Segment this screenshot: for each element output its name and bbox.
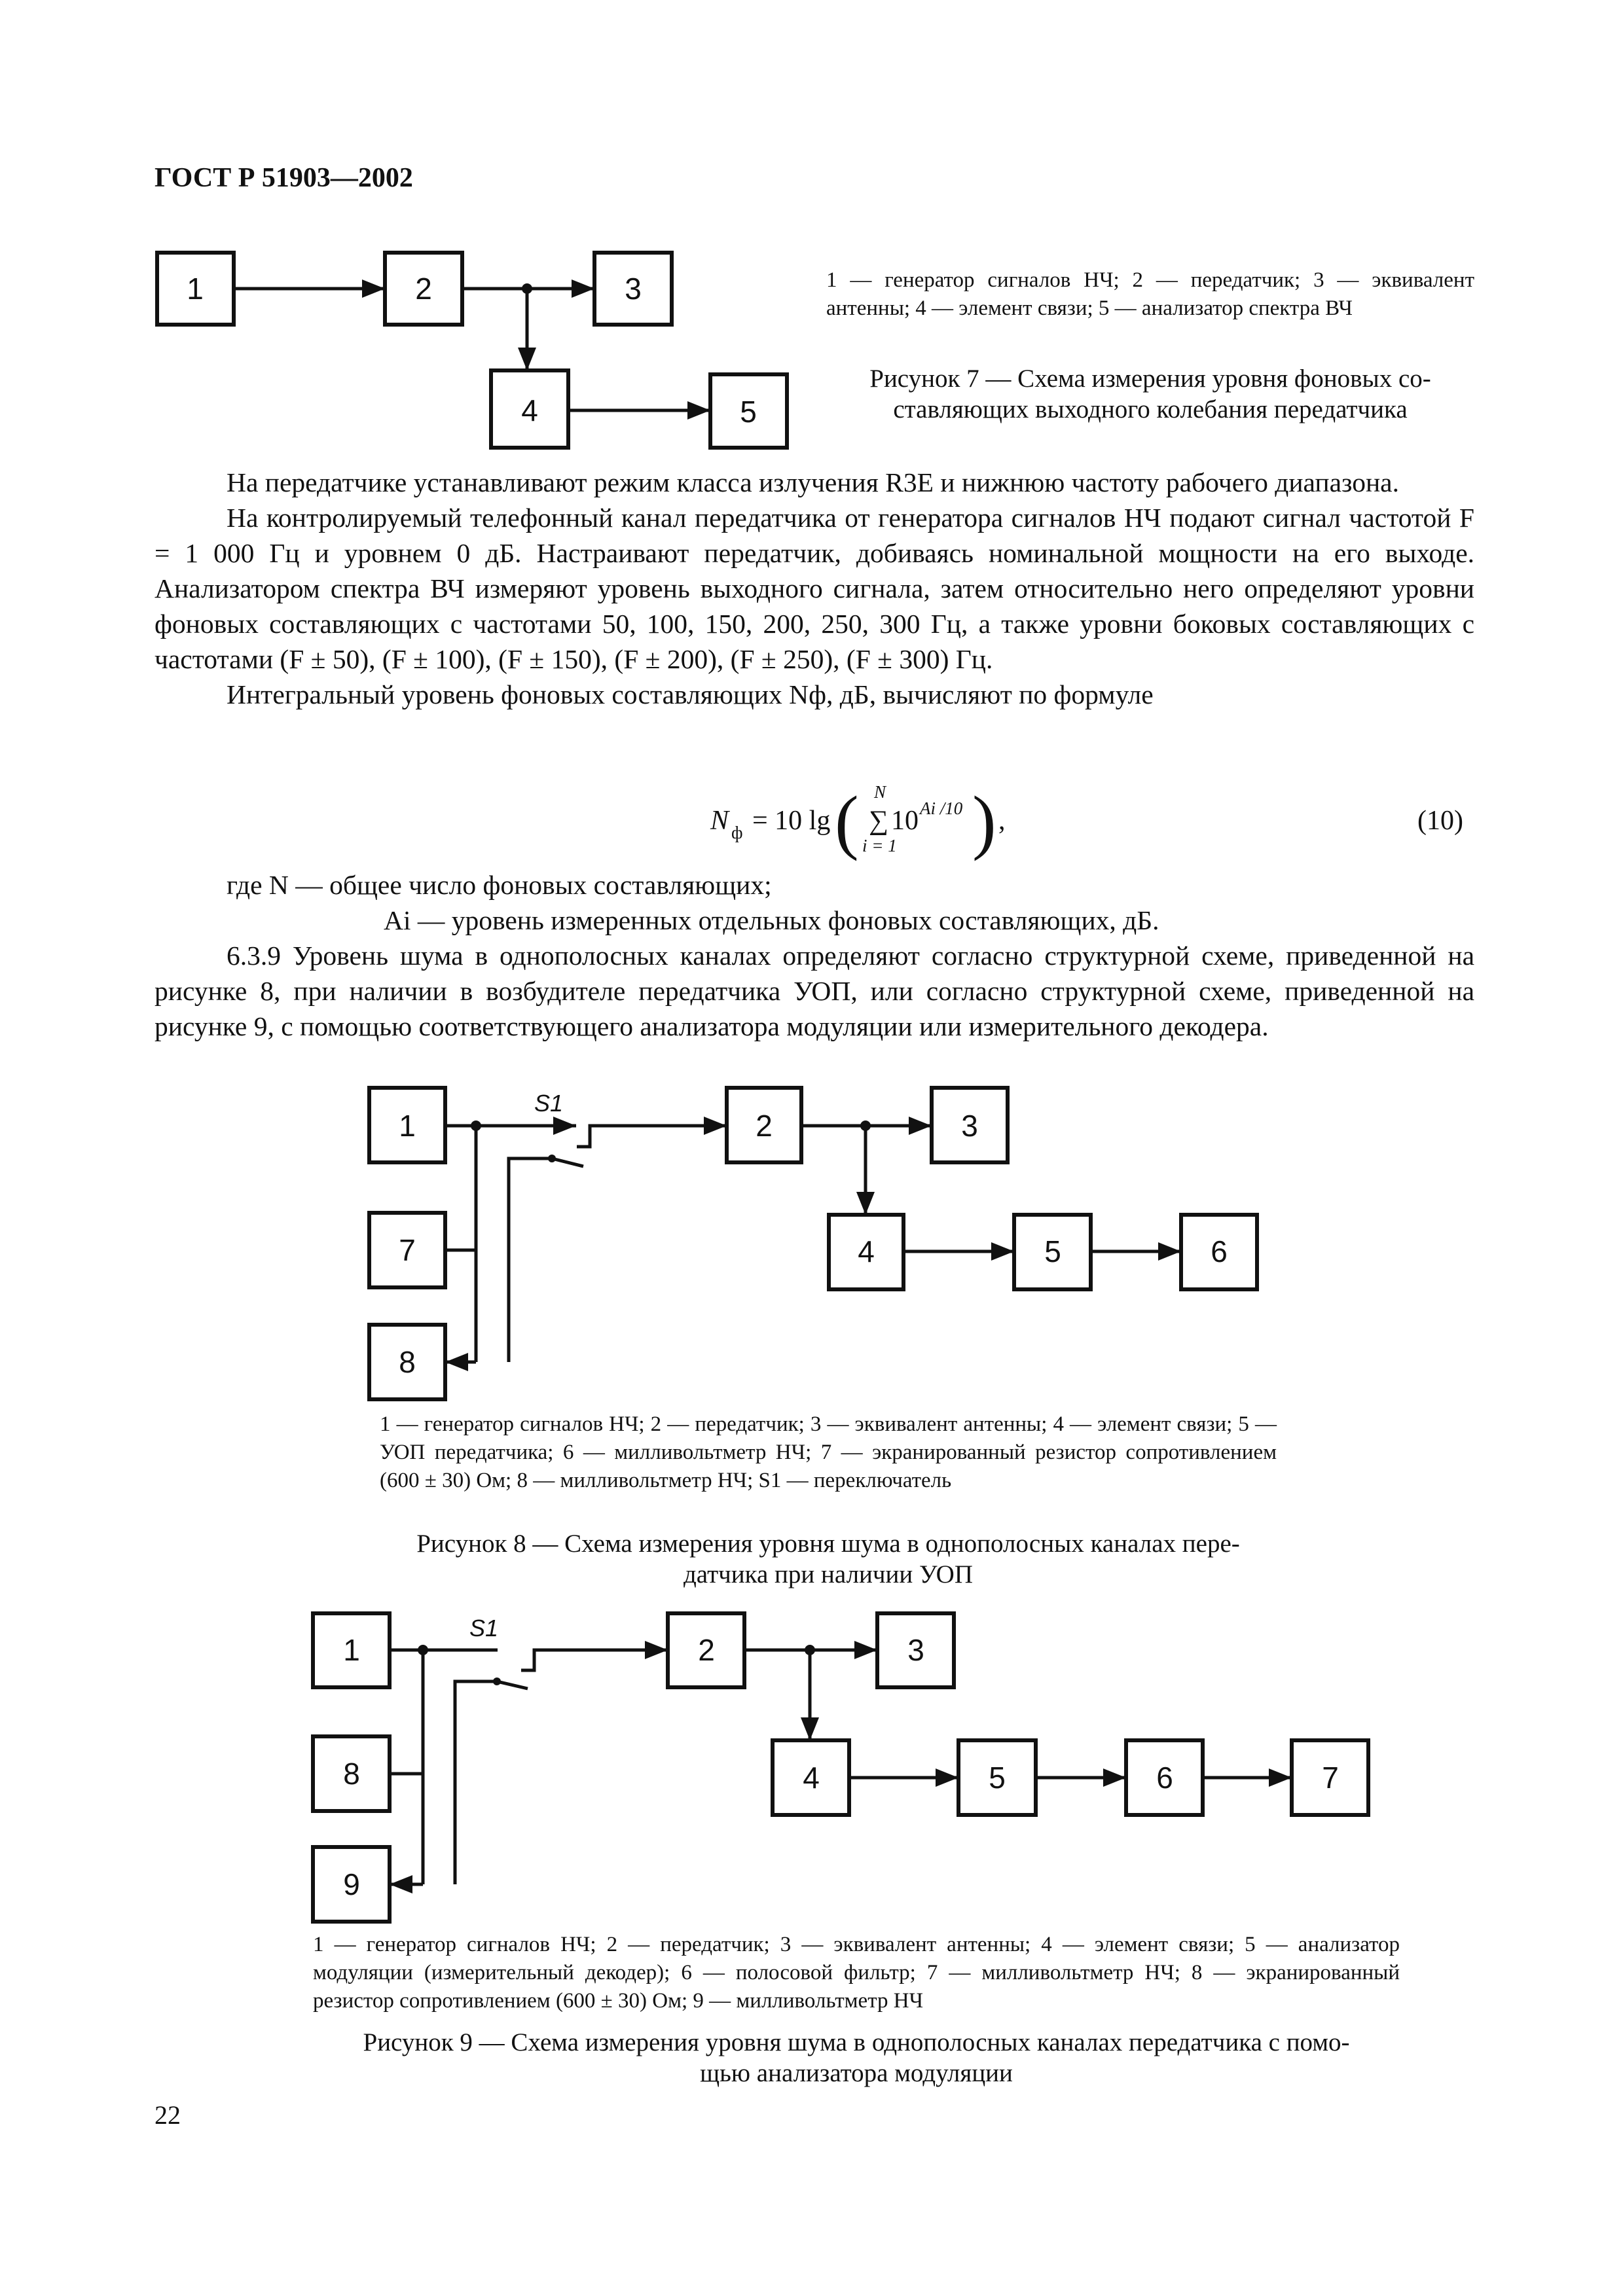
figure9-legend: 1 — генератор сигналов НЧ; 2 — передатчик; 3 — эквивалент антенны; 4 — элемент связи; 5 — анализатор модуляции (измерительный декодер); 6 — полосовой фильтр; 7 — милливольтметр НЧ; 8 — экранированный резистор сопротивлением (600 ± 30) Ом; 9 — милливольтметр НЧ [313, 1933, 1400, 2013]
fig9-switch-label: S1 [469, 1615, 499, 1641]
svg-text:5: 5 [989, 1761, 1006, 1795]
paragraph-procedure: На контролируемый телефонный канал передатчика от генератора сигналов НЧ подают сигнал частотой F = 1 000 Гц и уровнем 0 дБ. Настраивают передатчик, добиваясь номинальной мощности на его выходе. Анализатором спектра ВЧ измеряют уровень выходного сигнала, затем относительно него определяют уровни фоновых составляющих с частотами 50, 100, 150, 200, 250, 300 Гц, а также уровни боковых составляющих с частотами (F ± 50), (F ± 100), (F ± 150), (F ± 200), (F ± 250), (F ± 300) Гц. [155, 503, 1474, 674]
fig9-box-7 [1292, 1740, 1368, 1815]
page-number: 22 [155, 2100, 181, 2130]
fig8-box-7 [369, 1213, 445, 1287]
figure7-legend: 1 — генератор сигналов НЧ; 2 — передатчик; 3 — эквивалент антенны; 4 — элемент связи; 5 — анализатор спектра ВЧ [826, 268, 1474, 320]
fig8-box-2 [727, 1088, 801, 1162]
svg-text:4: 4 [858, 1234, 875, 1268]
svg-text:8: 8 [343, 1757, 360, 1791]
svg-text:4: 4 [521, 393, 538, 427]
fig9-box-2 [668, 1613, 744, 1687]
fig7-box-3 [594, 253, 672, 325]
fig8-box-6 [1181, 1215, 1257, 1289]
figure8-caption: Рисунок 8 — Схема измерения уровня шума в однополосных каналах пере- датчика при наличии УОП [416, 1530, 1240, 1588]
fig9-box-6 [1126, 1740, 1203, 1815]
svg-text:2: 2 [415, 272, 432, 306]
svg-text:6: 6 [1211, 1234, 1228, 1268]
figure8-legend: 1 — генератор сигналов НЧ; 2 — передатчик; 3 — эквивалент антенны; 4 — элемент связи; 5 — УОП передатчика; 6 — милливольтметр НЧ; 7 — экранированный резистор сопротивлением (600 ± 30) Ом; 8 — милливольтметр НЧ; S1 — переключатель [380, 1412, 1277, 1492]
fig7-box-1 [157, 253, 234, 325]
figure7-diagram [157, 253, 787, 448]
svg-text:5: 5 [1044, 1234, 1061, 1268]
svg-text:9: 9 [343, 1867, 360, 1901]
fig8-box-8 [369, 1325, 445, 1399]
fig9-box-5 [958, 1740, 1036, 1815]
fig8-box-1 [369, 1088, 445, 1162]
paragraph-r3e: На передатчике устанавливают режим класса излучения R3E и нижнюю частоту рабочего диапазона. [227, 467, 1399, 497]
fig9-box-9 [313, 1847, 390, 1922]
fig7-box-5 [710, 374, 787, 448]
formula-number: (10) [1417, 806, 1463, 836]
where-n: где N — общее число фоновых составляющих; [227, 870, 772, 900]
svg-text:6: 6 [1156, 1761, 1173, 1795]
svg-text:1: 1 [343, 1633, 360, 1667]
fig8-box-4 [829, 1215, 903, 1289]
svg-text:8: 8 [399, 1345, 416, 1379]
svg-text:3: 3 [625, 272, 642, 306]
fig9-box-3 [877, 1613, 954, 1687]
fig9-box-1 [313, 1613, 390, 1687]
document-header: ГОСТ Р 51903—2002 [155, 163, 413, 193]
svg-text:7: 7 [1322, 1761, 1339, 1795]
fig8-box-3 [932, 1088, 1008, 1162]
figure7-caption: Рисунок 7 — Схема измерения уровня фоновых со- ставляющих выходного колебания передатчика [869, 365, 1431, 423]
svg-text:3: 3 [907, 1633, 924, 1667]
paragraph-formula-intro: Интегральный уровень фоновых составляющих Nф, дБ, вычисляют по формуле [227, 679, 1154, 709]
svg-text:2: 2 [756, 1109, 773, 1143]
fig7-box-2 [385, 253, 462, 325]
svg-text:5: 5 [740, 395, 757, 429]
figure9-caption: Рисунок 9 — Схема измерения уровня шума в однополосных каналах передатчика с помо- щью анализатора модуляции [363, 2028, 1350, 2087]
svg-text:7: 7 [399, 1233, 416, 1267]
figure9-diagram [313, 1613, 1368, 1922]
svg-text:1: 1 [187, 272, 204, 306]
svg-text:4: 4 [803, 1761, 820, 1795]
formula-10: N ф = 10 lg ( N ∑ i = 1 10 Ai /10 ) , [710, 781, 1006, 861]
fig7-box-4 [491, 370, 568, 448]
body-text-top [155, 465, 1474, 712]
figure8-diagram [369, 1088, 1257, 1399]
where-ai: Ai — уровень измеренных отдельных фоновых составляющих, дБ. [384, 905, 1159, 935]
paragraph-6-3-9: 6.3.9 Уровень шума в однополосных каналах определяют согласно структурной схеме, приведенной на рисунке 8, при наличии в возбудителе передатчика УОП, или согласно структурной схеме, приведенной на рисунке 9, с помощью соответствующего анализатора модуляции или измерительного декодера. [155, 941, 1474, 1041]
svg-text:1: 1 [399, 1109, 416, 1143]
body-text-bottom [155, 867, 1474, 1044]
fig9-box-8 [313, 1736, 390, 1811]
fig8-box-5 [1014, 1215, 1091, 1289]
svg-text:2: 2 [698, 1633, 715, 1667]
svg-text:3: 3 [961, 1109, 978, 1143]
fig8-switch-label: S1 [534, 1090, 564, 1117]
fig9-box-4 [773, 1740, 849, 1815]
